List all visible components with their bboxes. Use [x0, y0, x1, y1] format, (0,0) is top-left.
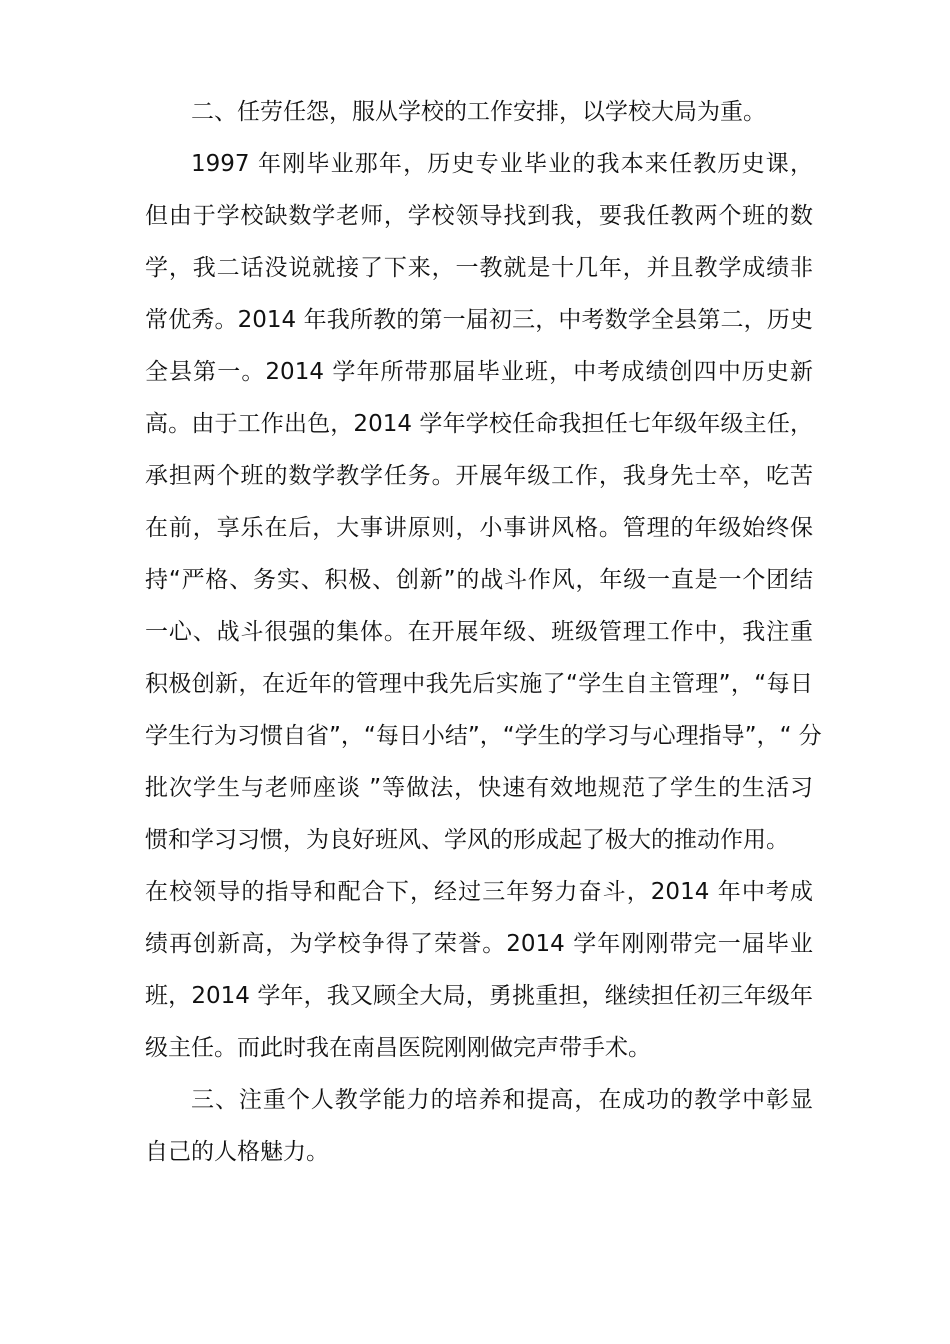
paragraph-line: 但由于学校缺数学老师，学校领导找到我，要我任教两个班的数: [145, 203, 813, 229]
paragraph-line: 班，2014 学年，我又顾全大局，勇挑重担，继续担任初三年级年: [145, 983, 813, 1009]
heading-line: 三、注重个人教学能力的培养和提高，在成功的教学中彰显: [191, 1087, 813, 1113]
paragraph-line: 承担两个班的数学教学任务。开展年级工作，我身先士卒，吃苦: [145, 463, 813, 489]
paragraph-line: 持“严格、务实、积极、创新”的战斗作风，年级一直是一个团结: [145, 567, 813, 593]
section2-paragraph: [145, 138, 822, 1074]
paragraph-line: 常优秀。2014 年我所教的第一届初三，中考数学全县第二，历史: [145, 307, 813, 333]
paragraph-line: 一心、战斗很强的集体。在开展年级、班级管理工作中，我注重: [145, 619, 813, 645]
paragraph-line: 批次学生与老师座谈 ”等做法，快速有效地规范了学生的生活习: [145, 775, 813, 801]
paragraph-line: 绩再创新高，为学校争得了荣誉。2014 学年刚刚带完一届毕业: [145, 931, 813, 957]
paragraph-line: 全县第一。2014 学年所带那届毕业班，中考成绩创四中历史新: [145, 359, 813, 385]
paragraph-line: 学，我二话没说就接了下来，一教就是十几年，并且教学成绩非: [145, 255, 813, 281]
paragraph-line: 高。由于工作出色，2014 学年学校任命我担任七年级年级主任，: [145, 411, 813, 437]
section2-heading: 二、任劳任怨，服从学校的工作安排，以学校大局为重。: [191, 99, 766, 125]
document-body: [145, 86, 822, 1178]
heading-line: 自己的人格魅力。: [145, 1139, 329, 1165]
section3-heading: [145, 1074, 813, 1178]
paragraph-line: 1997 年刚毕业那年，历史专业毕业的我本来任教历史课，: [191, 151, 813, 177]
paragraph-line: 在校领导的指导和配合下，经过三年努力奋斗，2014 年中考成: [145, 879, 813, 905]
paragraph-line: 在前，享乐在后，大事讲原则，小事讲风格。管理的年级始终保: [145, 515, 813, 541]
paragraph-line: 惯和学习习惯，为良好班风、学风的形成起了极大的推动作用。: [145, 827, 789, 853]
paragraph-line: 学生行为习惯自省”，“每日小结”，“学生的学习与心理指导”，“ 分: [145, 723, 822, 749]
paragraph-line: 级主任。而此时我在南昌医院刚刚做完声带手术。: [145, 1035, 651, 1061]
paragraph-line: 积极创新，在近年的管理中我先后实施了“学生自主管理”，“每日: [145, 671, 813, 697]
